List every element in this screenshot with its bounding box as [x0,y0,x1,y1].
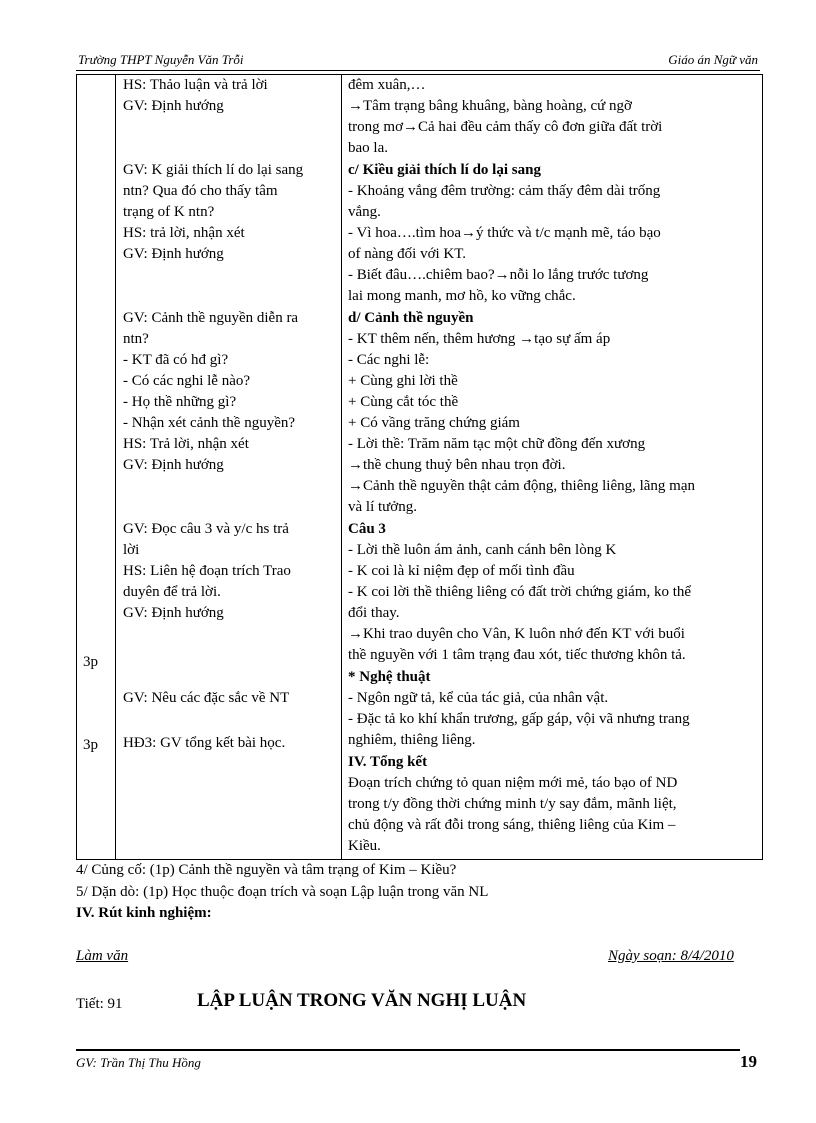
activity-line: - Họ thề những gì? [123,394,237,410]
section-heading: IV. Tổng kết [348,754,428,770]
content-line: - Lời thề: Trăm năm tạc một chữ đồng đến xương [348,436,646,452]
consolidation-line: 4/ Củng cố: (1p) Cảnh thề nguyền và tâm trạng of Kim – Kiều? [76,862,457,878]
content-line: - Khoảng vắng đêm trường: cảm thấy đêm dài trống [348,183,661,199]
period-label: Tiết: 91 [76,996,123,1012]
content-line: chủ động và rất đỗi trong sáng, thiêng liêng của Kim – [348,817,676,833]
content-line: - KT thêm nến, thêm hương →tạo sự ấm áp [348,331,611,347]
lesson-title: LẬP LUẬN TRONG VĂN NGHỊ LUẬN [197,990,527,1011]
time-label: 3p [83,654,98,670]
content-line: - Vì hoa….tìm hoa→ý thức và t/c mạnh mẽ, táo bạo [348,225,661,241]
lesson-plan-table [76,74,763,860]
content-line: →Tâm trạng bâng khuâng, bàng hoàng, cứ ngỡ [348,98,632,114]
activity-line: - Có các nghi lễ nào? [123,373,251,389]
content-line: trong t/y đồng thời chứng minh t/y say đắm, mãnh liệt, [348,796,677,812]
activity-line: HS: Liên hệ đoạn trích Trao [123,563,291,579]
page-number: 19 [740,1052,757,1071]
activity-line: ntn? [123,331,149,347]
time-column [77,75,116,860]
content-line: lai mong manh, mơ hồ, ko vững chắc. [348,288,576,304]
page-header [76,52,760,71]
content-line: bao la. [348,140,388,156]
content-line: →Khi trao duyên cho Vân, K luôn nhớ đến KT với buổi [348,626,685,642]
content-column [342,75,763,860]
activity-line: HĐ3: GV tổng kết bài học. [123,735,286,751]
content-line: và lí tưởng. [348,499,417,515]
activity-line: HS: Trả lời, nhận xét [123,436,249,452]
content-line: Kiều. [348,838,381,854]
subject-name: Giáo án Ngữ văn [668,52,758,67]
content-line: vắng. [348,204,381,220]
activity-line: GV: Định hướng [123,457,224,473]
activity-line: trạng of K ntn? [123,204,215,220]
footer-rule [76,1049,740,1051]
content-line: →Cảnh thề nguyền thật cảm động, thiêng liêng, lãng mạn [348,478,696,494]
activity-line: GV: Cảnh thề nguyền diễn ra [123,310,299,326]
content-line: - K coi là kỉ niệm đẹp of mối tình đầu [348,563,575,579]
homework-line: 5/ Dặn dò: (1p) Học thuộc đoạn trích và soạn Lập luận trong văn NL [76,884,489,900]
prepared-date: Ngày soạn: 8/4/2010 [608,948,734,964]
activity-line: HS: trả lời, nhận xét [123,225,245,241]
content-line: đêm xuân,… [348,77,426,93]
section-heading: c/ Kiều giải thích lí do lại sang [348,162,541,178]
activity-line: GV: Đọc câu 3 và y/c hs trả [123,521,289,537]
section-heading: * Nghệ thuật [348,669,431,685]
activity-line: - Nhận xét cảnh thề nguyền? [123,415,296,431]
content-line: - Lời thề luôn ám ảnh, canh cánh bên lòng K [348,542,617,558]
content-line: →thề chung thuỷ bên nhau trọn đời. [348,457,566,473]
content-line: + Có vầng trăng chứng giám [348,415,520,431]
activity-column [116,75,342,860]
content-line: - Các nghi lễ: [348,352,430,368]
section-heading: d/ Cảnh thề nguyền [348,310,474,326]
experience-heading: IV. Rút kinh nghiệm: [76,905,212,921]
content-line: nghiêm, thiêng liêng. [348,732,476,748]
activity-line: GV: Định hướng [123,246,224,262]
content-line: - K coi lời thề thiêng liêng có đất trời chứng giám, ko thể [348,584,692,600]
table-row [77,75,763,860]
activity-line: GV: Định hướng [123,605,224,621]
activity-line: GV: Định hướng [123,98,224,114]
activity-line: GV: Nêu các đặc sắc về NT [123,690,290,706]
section-label: Làm văn [76,948,129,964]
content-line: trong mơ→Cả hai đều cảm thấy cô đơn giữa đất trời [348,119,663,135]
content-line: Đoạn trích chứng tỏ quan niệm mới mẻ, táo bạo of ND [348,775,678,791]
time-label: 3p [83,737,98,753]
content-line: + Cùng cắt tóc thề [348,394,459,410]
activity-line: HS: Thảo luận và trả lời [123,77,268,93]
content-line: of nàng đối với KT. [348,246,467,262]
section-heading: Câu 3 [348,521,386,537]
activity-line: ntn? Qua đó cho thấy tâm [123,183,278,199]
school-name: Trường THPT Nguyễn Văn Trỗi [78,52,244,67]
content-line: thề nguyền với 1 tâm trạng đau xót, tiếc thương khôn tả. [348,647,686,663]
activity-line: - KT đã có hđ gì? [123,352,229,368]
content-line: - Ngôn ngữ tả, kể của tác giả, của nhân vật. [348,690,609,706]
activity-line: GV: K giải thích lí do lại sang [123,162,304,178]
content-line: đổi thay. [348,605,400,621]
activity-line: lời [123,542,140,558]
teacher-name: GV: Trần Thị Thu Hồng [76,1055,201,1070]
content-line: + Cùng ghi lời thề [348,373,458,389]
activity-line: duyên để trả lời. [123,584,221,600]
content-line: - Đặc tả ko khí khẩn trương, gấp gáp, vội vã nhưng trang [348,711,690,727]
content-line: - Biết đâu….chiêm bao?→nỗi lo lắng trước tương [348,267,649,283]
